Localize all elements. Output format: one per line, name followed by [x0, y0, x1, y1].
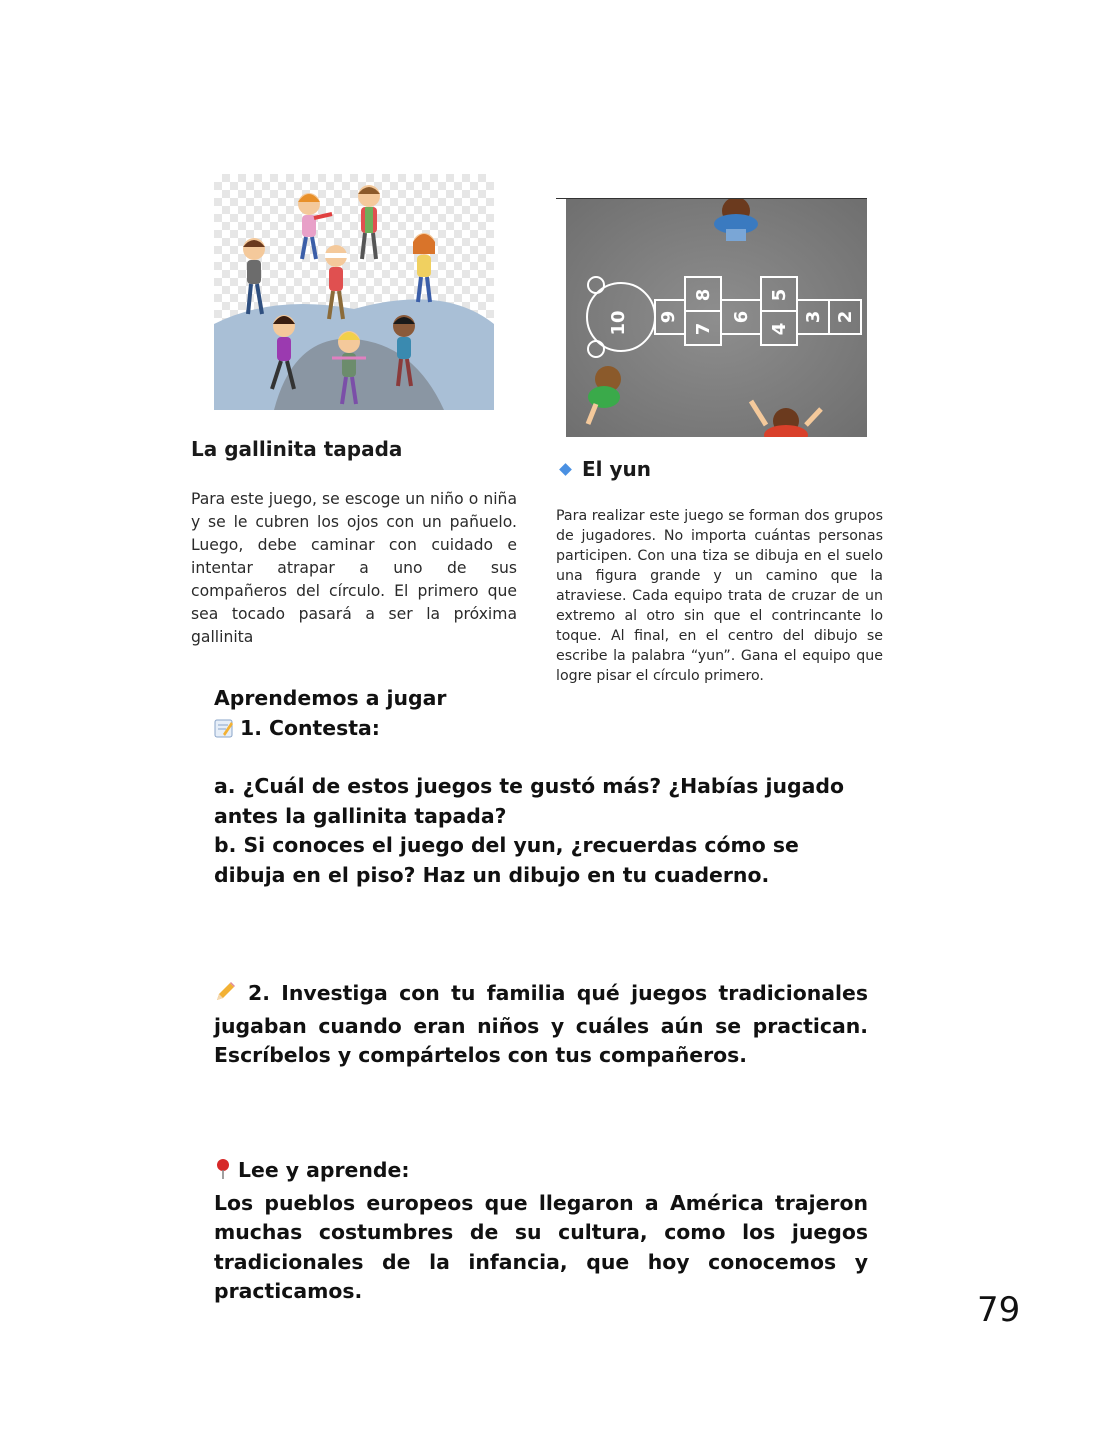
questions-block — [214, 772, 868, 890]
contesta-line — [214, 714, 868, 747]
page-number: 79 — [977, 1290, 1021, 1330]
diamond-bullet-icon — [559, 463, 572, 476]
hop-7: 7 — [693, 322, 714, 336]
lee-text: Los pueblos europeos que llegaron a América trajeron muchas costumbres de su cultura, como los juegos tradicionales de la infancia, que hoy conocemos y practicamos. — [214, 1190, 868, 1303]
lee-title: Lee y aprende: — [238, 1158, 410, 1182]
yun-description: Para realizar este juego se forman dos grupos de jugadores. No importa cuántas personas participen. Con una tiza se dibuja en el suelo una figura grande y un camino que la atraviese. Cada equipo trata de cruzar de un extremo al otro sin que el contrincante lo toque. Al final, en el centro del dibujo se escribe la palabra “yun”. Gana el equipo que logre pisar el círculo primero. — [556, 508, 883, 684]
hop-2: 2 — [835, 310, 856, 324]
hop-5: 5 — [769, 288, 790, 302]
yun-heading — [558, 457, 651, 481]
question-b: b. Si conoces el juego del yun, ¿recuerdas cómo se dibuja en el piso? Haz un dibujo en tu cuaderno. — [214, 833, 799, 887]
investiga-section — [214, 979, 868, 1071]
gallinita-description: Para este juego, se escoge un niño o niña y se le cubren los ojos con un pañuelo. Luego, debe caminar con cuidado e intentar atrapar a uno de sus compañeros del círculo. El primero que sea tocado pasará a ser la próxima gallinita — [191, 490, 517, 646]
pin-icon — [214, 1158, 232, 1189]
contesta-label: 1. Contesta: — [240, 715, 380, 740]
pencil-icon — [214, 981, 236, 1012]
lee-title-line — [214, 1156, 868, 1189]
gallinita-title: La gallinita tapada — [191, 437, 403, 461]
lee-section — [214, 1156, 868, 1307]
hop-10: 10 — [608, 310, 629, 336]
yun-illustration — [566, 199, 867, 437]
notepad-icon — [214, 717, 234, 747]
hop-6: 6 — [731, 310, 752, 324]
aprendemos-title: Aprendemos a jugar — [214, 686, 447, 710]
hop-8: 8 — [693, 288, 714, 302]
question-a: a. ¿Cuál de estos juegos te gustó más? ¿Habías jugado antes la gallinita tapada? — [214, 774, 844, 828]
aprendemos-section — [214, 684, 868, 746]
hop-4: 4 — [769, 322, 790, 336]
investiga-text: 2. Investiga con tu familia qué juegos tradicionales jugaban cuando eran niños y cuáles aún se practican. Escríbelos y compártelos con tus compañeros. — [214, 981, 868, 1067]
hop-9: 9 — [658, 310, 679, 324]
hop-3: 3 — [803, 310, 824, 324]
yun-title: El yun — [582, 457, 651, 481]
gallinita-illustration — [214, 174, 494, 410]
